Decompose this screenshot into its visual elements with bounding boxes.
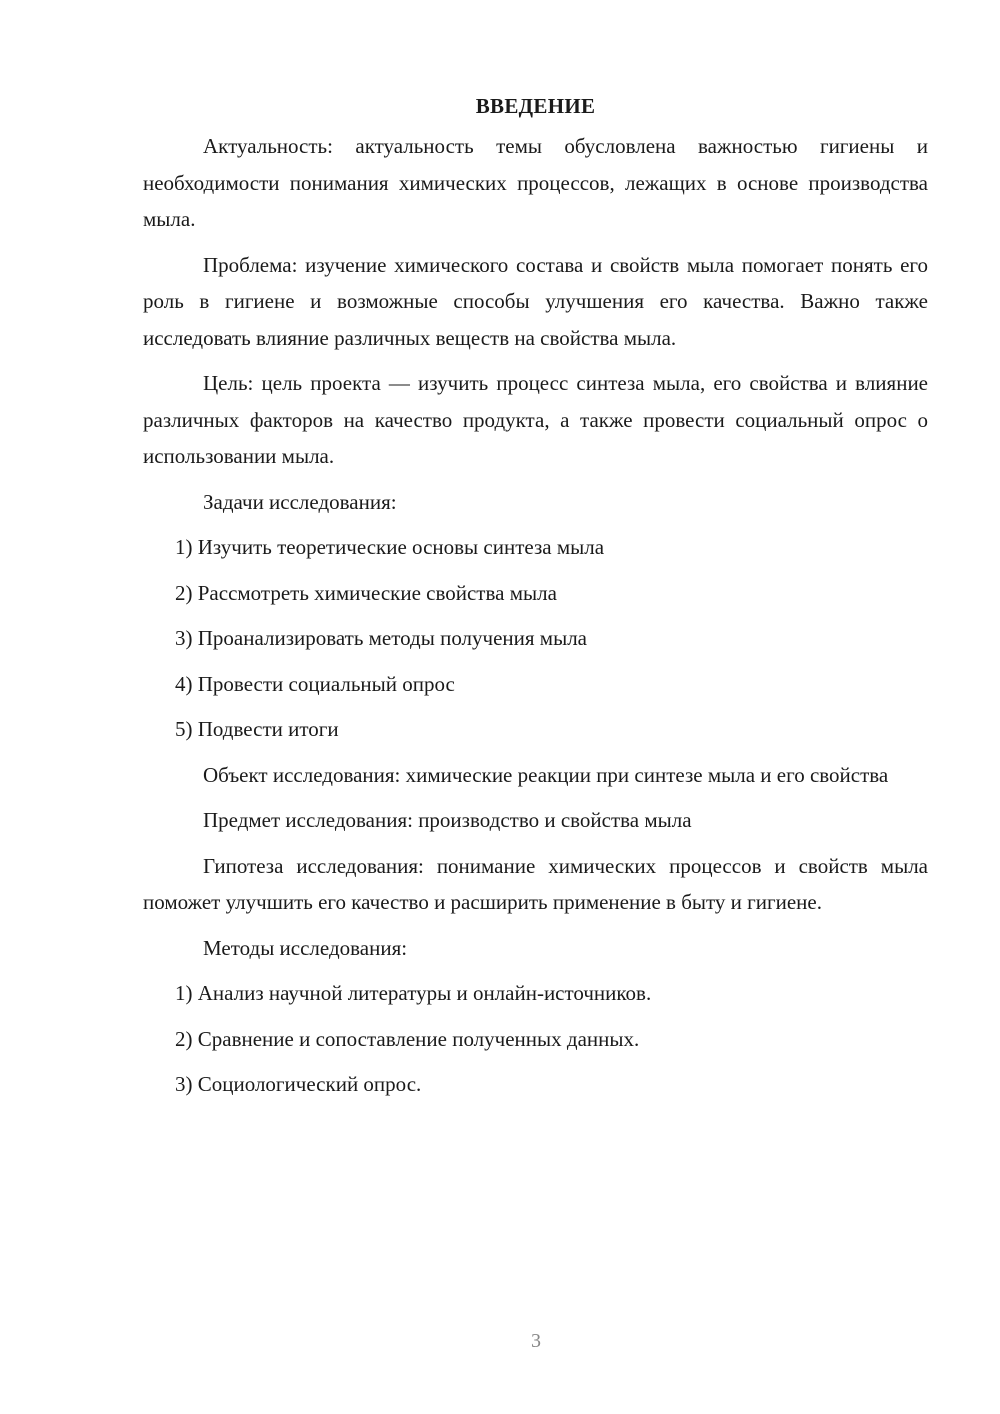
methods-heading: Методы исследования: xyxy=(203,935,408,960)
list-item: 1) Анализ научной литературы и онлайн-источников. xyxy=(175,981,652,1005)
section-title: ВВЕДЕНИЕ xyxy=(475,94,596,118)
list-item: 2) Рассмотреть химические свойства мыла xyxy=(175,580,557,605)
hypothesis-paragraph: Гипотеза исследования: понимание химических процессов и свойств мыла поможет улучшить его качество и расширить применение в быту и гигиене. xyxy=(143,853,928,914)
goal-paragraph: Цель: цель проекта — изучить процесс синтеза мыла, его свойства и влияние различных факторов на качество продукта, а также провести социальный опрос о использовании мыла. xyxy=(143,371,928,468)
subject-paragraph: Предмет исследования: производство и свойства мыла xyxy=(203,808,692,832)
object-paragraph: Объект исследования: химические реакции при синтезе мыла и его свойства xyxy=(203,762,889,787)
list-item: 5) Подвести итоги xyxy=(175,717,339,741)
document-page xyxy=(143,88,928,1112)
list-item: 1) Изучить теоретические основы синтеза мыла xyxy=(175,535,605,559)
relevance-paragraph: Актуальность: актуальность темы обусловлена важностью гигиены и необходимости понимания химических процессов, лежащих в основе производства мыла. xyxy=(143,134,928,231)
list-item: 3) Социологический опрос. xyxy=(175,1072,422,1096)
problem-paragraph: Проблема: изучение химического состава и свойств мыла помогает понять его роль в гигиене и возможные способы улучшения его качества. Важно также исследовать влияние различных веществ на свойства мыла. xyxy=(143,252,928,350)
page-number: 3 xyxy=(531,1330,541,1352)
tasks-heading: Задачи исследования: xyxy=(203,489,397,514)
methods-list xyxy=(143,975,928,1103)
tasks-list xyxy=(143,529,928,748)
list-item: 3) Проанализировать методы получения мыла xyxy=(175,626,588,650)
list-item: 4) Провести социальный опрос xyxy=(175,671,455,696)
list-item: 2) Сравнение и сопоставление полученных данных. xyxy=(175,1026,640,1051)
